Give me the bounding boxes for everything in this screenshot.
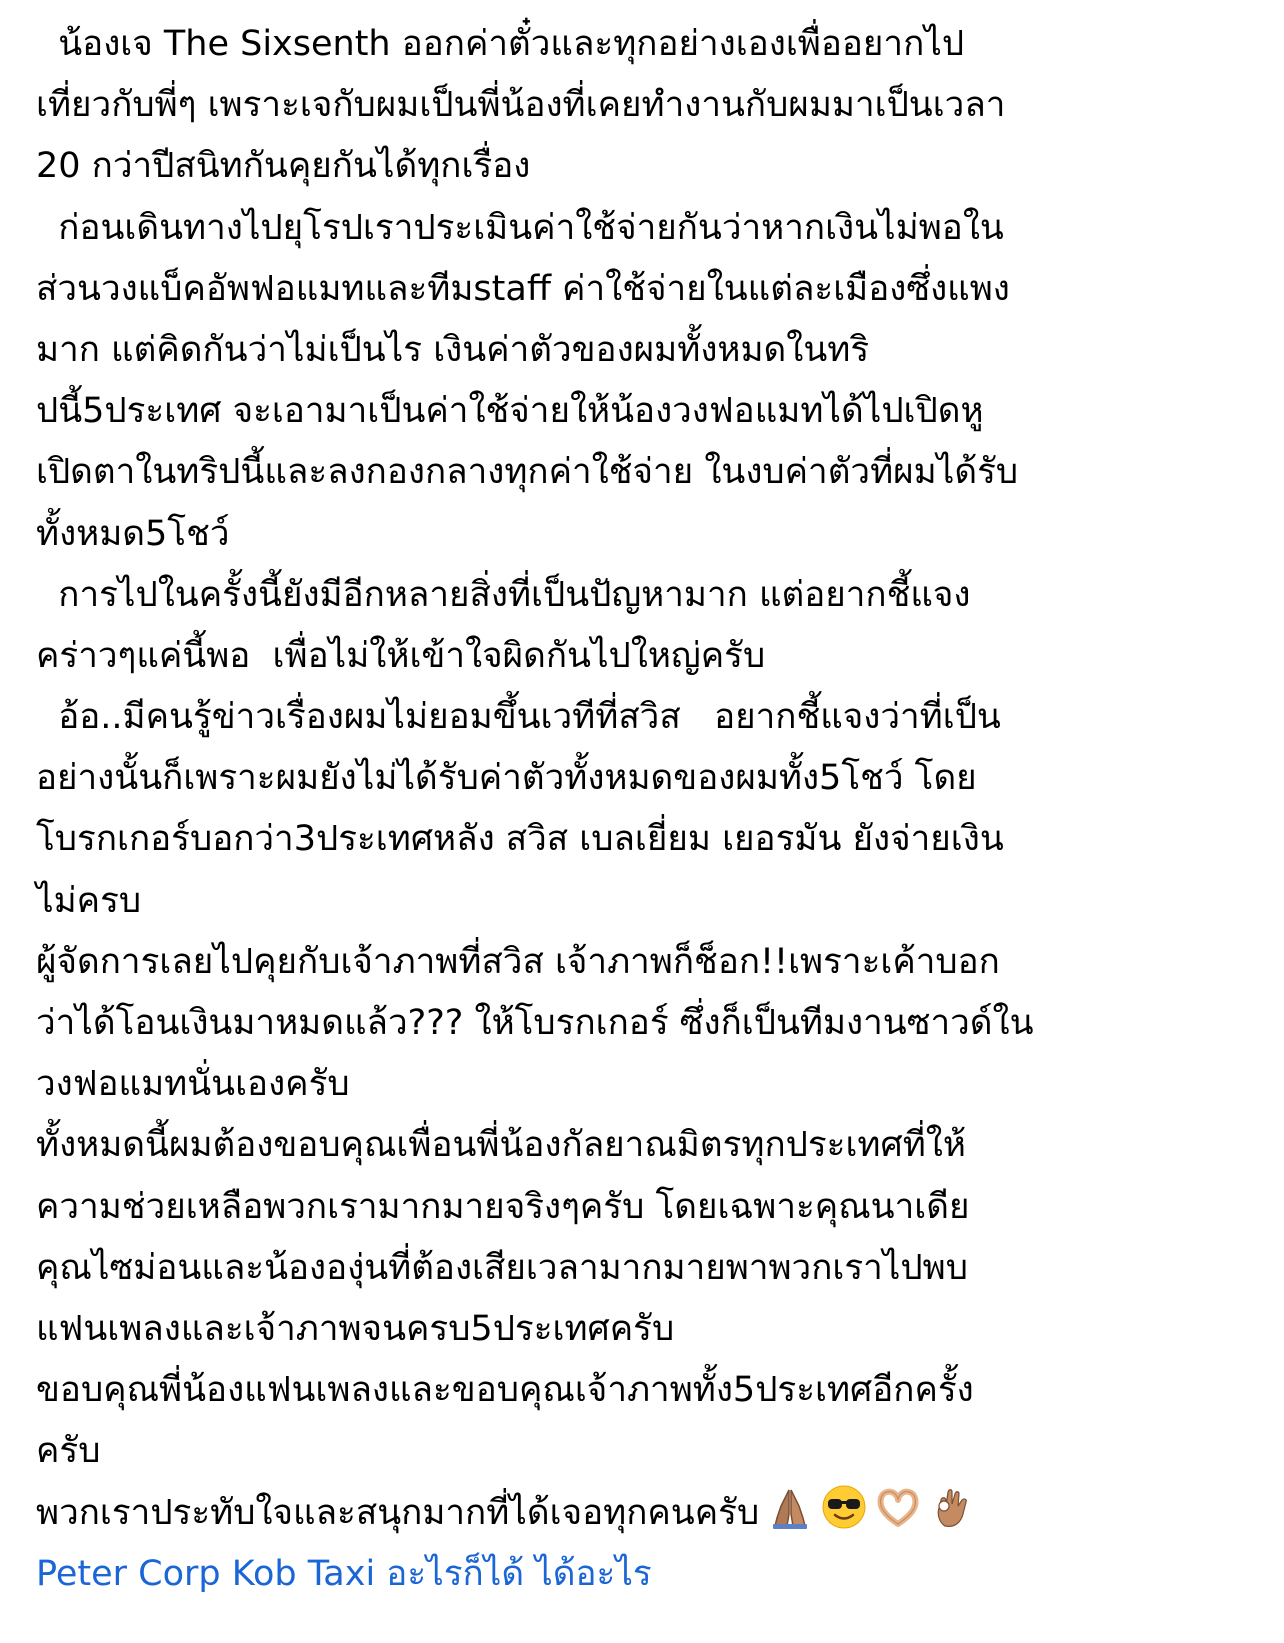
- post-line: ทั้งหมด5โชว์: [36, 513, 230, 554]
- post-line: อย่างนั้นก็เพราะผมยังไม่ได้รับค่าตัวทั้งหมดของผมทั้ง5โชว์ โดย: [36, 758, 977, 799]
- post-line: คุณไซม่อนและน้ององุ่นที่ต้องเสียเวลามากมายพาพวกเราไปพบ: [36, 1247, 968, 1288]
- post-line: ครับ: [36, 1431, 101, 1472]
- post-line: มาก แต่คิดกันว่าไม่เป็นไร เงินค่าตัวของผมทั้งหมดในทริ: [36, 329, 870, 370]
- post-line: ขอบคุณพี่น้องแฟนเพลงและขอบคุณเจ้าภาพทั้ง5ประเทศอีกครั้ง: [36, 1370, 974, 1411]
- post-line: เปิดตาในทริปนี้และลงกองกลางทุกค่าใช้จ่าย ในงบค่าตัวที่ผมได้รับ: [36, 452, 1019, 493]
- post-line: วงฟอแมทนั่นเองครับ: [36, 1064, 350, 1105]
- post-line: แฟนเพลงและเจ้าภาพจนครบ5ประเทศครับ: [36, 1308, 675, 1349]
- sunglasses-face-icon: [821, 1484, 867, 1530]
- post-line: โบรกเกอร์บอกว่า3ประเทศหลัง สวิส เบลเยี่ยม เยอรมัน ยังจ่ายเงิน: [36, 819, 1004, 860]
- post-line: 20 กว่าปีสนิทกันคุยกันได้ทุกเรื่อง: [36, 146, 531, 187]
- post-line: คร่าวๆแค่นี้พอ เพื่อไม่ให้เข้าใจผิดกันไปใหญ่ครับ: [36, 635, 766, 676]
- post-line: ความช่วยเหลือพวกเรามากมายจริงๆครับ โดยเฉพาะคุณนาเดีย: [36, 1186, 970, 1227]
- post-line: ส่วนวงแบ็คอัพฟอแมทและทีมstaff ค่าใช้จ่ายในแต่ละเมืองซึ่งแพง: [36, 268, 1010, 309]
- post-line: เที่ยวกับพี่ๆ เพราะเจกับผมเป็นพี่น้องที่เคยทำงานกับผมมาเป็นเวลา: [36, 85, 1006, 126]
- post-line: การไปในครั้งนี้ยังมีอีกหลายสิ่งที่เป็นปัญหามาก แต่อยากชี้แจง: [36, 574, 971, 615]
- post-line: ผู้จัดการเลยไปคุยกับเจ้าภาพที่สวิส เจ้าภาพก็ช็อก!!เพราะเค้าบอก: [36, 941, 1000, 982]
- post-line: ว่าได้โอนเงินมาหมดแล้ว??? ให้โบรกเกอร์ ซึ่งก็เป็นทีมงานซาวด์ใน: [36, 1003, 1034, 1043]
- hashtag-links[interactable]: Peter Corp Kob Taxi อะไรก็ได้ ได้อะไร: [36, 1553, 652, 1594]
- post-line: น้องเจ The Sixsenth ออกค่าตั๋วและทุกอย่างเองเพื่ออยากไป: [36, 24, 965, 64]
- heart-hands-icon: [875, 1484, 921, 1530]
- praying-hands-icon: [767, 1484, 813, 1530]
- post-line: ปนี้5ประเทศ จะเอามาเป็นค่าใช้จ่ายให้น้องวงฟอแมทได้ไปเปิดหู: [36, 391, 984, 432]
- closing-text: พวกเราประทับใจและสนุกมากที่ได้เจอทุกคนครับ: [36, 1492, 760, 1533]
- post-line: ไม่ครบ: [36, 880, 142, 921]
- post-line: อ้อ..มีคนรู้ข่าวเรื่องผมไม่ยอมขึ้นเวทีที่สวิส อยากชี้แจงว่าที่เป็น: [36, 697, 1001, 738]
- ok-hand-icon: [929, 1484, 975, 1530]
- closing-line: [36, 1483, 1256, 1544]
- tags-line: [36, 1544, 1256, 1605]
- post-line: ทั้งหมดนี้ผมต้องขอบคุณเพื่อนพี่น้องกัลยาณมิตรทุกประเทศที่ให้: [36, 1125, 966, 1166]
- post-line: ก่อนเดินทางไปยุโรปเราประเมินค่าใช้จ่ายกันว่าหากเงินไม่พอใน: [36, 207, 1004, 248]
- post-body: [36, 14, 1256, 1605]
